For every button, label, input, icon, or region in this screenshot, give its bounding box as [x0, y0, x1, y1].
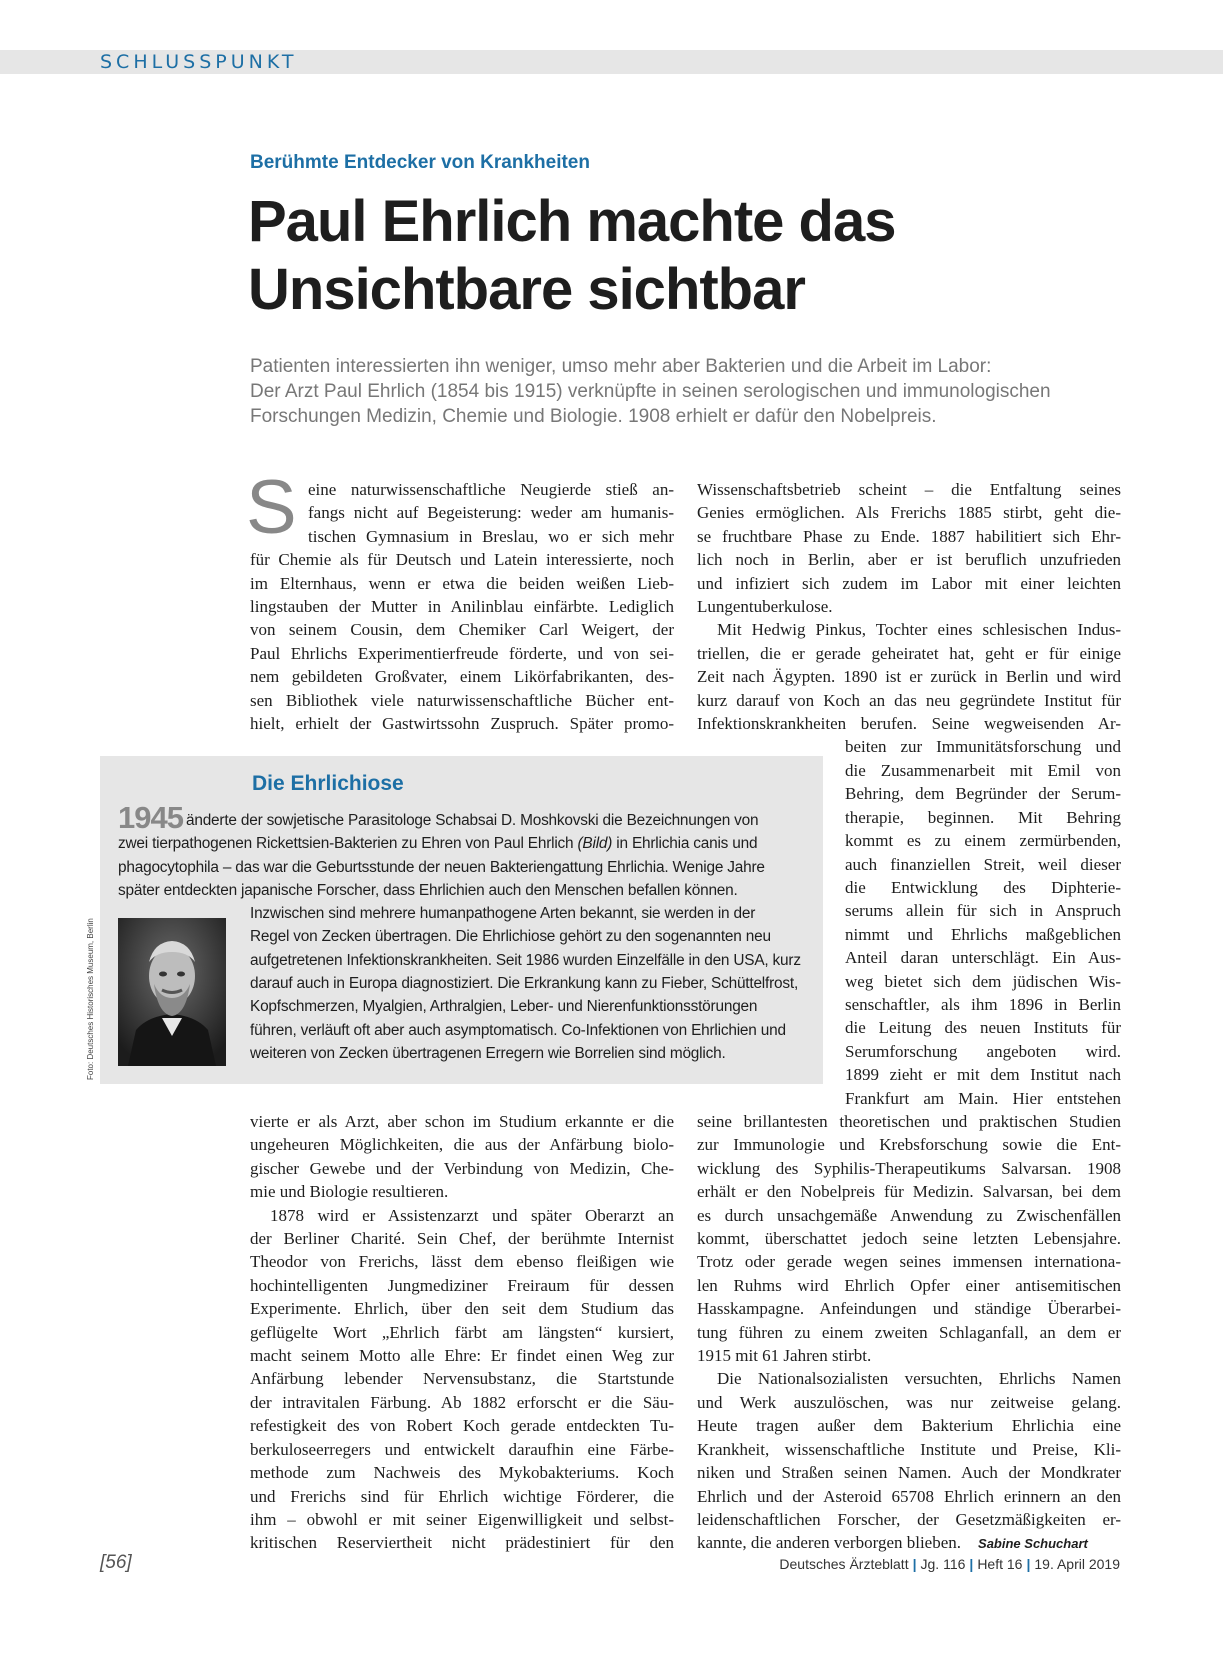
paul-ehrlich-portrait — [118, 918, 226, 1066]
text-line: therapie, beginnen. Mit Behring — [845, 807, 1121, 827]
text-line: der intravitalen Färbung. Ab 1882 erforscht er die Säu- — [250, 1392, 674, 1412]
text-line: Ehrlich und der Asteroid 65708 Ehrlich erinnern an den — [697, 1486, 1121, 1506]
text-line: berkuloseerregers und entwickelt daraufhin eine Färbe- — [250, 1439, 674, 1459]
text-line: Infektionskrankheiten berufen. Seine wegweisenden Ar- — [697, 714, 1121, 734]
box-bild-reference: (Bild) — [577, 835, 613, 853]
section-label: SCHLUSSPUNKT — [100, 51, 298, 73]
text-line: kurz darauf von Koch an das neu gegründete Institut für — [697, 690, 1121, 710]
text-line: auch finanziellen Streit, weil dieser — [845, 854, 1121, 874]
text-line: für Chemie als für Deutsch und Latein interessierte, noch — [250, 550, 674, 570]
text-line: die Zusammenarbeit mit Emil von — [845, 760, 1121, 780]
text-line: zur Immunologie und Krebsforschung sowie die Ent- — [697, 1135, 1121, 1155]
box-text-run: in Ehrlichia canis und — [612, 835, 758, 853]
info-box-title: Die Ehrlichiose — [252, 772, 404, 795]
box-line: phagocytophila – das war die Geburtsstunde der neuen Bakteriengattung Ehrlichia. Wenige Jahre — [118, 858, 765, 876]
footer-separator: | — [912, 1556, 917, 1572]
text-line: sen Bibliothek viele naturwissenschaftliche Bücher ent- — [250, 690, 674, 710]
text-line: und infiziert sich zudem im Labor mit einer leichten — [697, 573, 1121, 593]
text-line: serums allein für sich in Anspruch — [845, 901, 1121, 921]
text-line: Die Nationalsozialisten versuchten, Ehrlichs Namen — [717, 1369, 1121, 1389]
box-year: 1945 — [118, 800, 183, 835]
box-line: führen, verläuft oft aber auch asymptomatisch. Co-Infektionen von Ehrlichien und — [250, 1021, 786, 1039]
journal-volume: Jg. 116 — [920, 1556, 966, 1572]
text-line: von seinem Cousin, dem Chemiker Carl Weigert, der — [250, 620, 674, 640]
text-line: Zeit nach Ägypten. 1890 ist er zurück in Berlin und wird — [697, 667, 1121, 687]
text-line: geflügelte Wort „Ehrlich färbt am längsten“ kursiert, — [250, 1322, 674, 1342]
text-line: len Ruhms wird Ehrlich Opfer einer antisemitischen — [697, 1275, 1121, 1295]
box-line — [118, 800, 806, 835]
text-line: macht seinem Motto alle Ehre: Er findet einen Weg zur — [250, 1346, 674, 1366]
text-line: Hasskampagne. Anfeindungen und ständige Überarbei- — [697, 1299, 1121, 1319]
box-line: später entdeckten japanische Forscher, dass Ehrlichien auch den Menschen befallen können. — [118, 881, 738, 899]
text-line: mie und Biologie resultieren. — [250, 1182, 449, 1202]
text-line: Mit Hedwig Pinkus, Tochter eines schlesischen Indus- — [717, 620, 1121, 640]
text-line: Anteil daran unterschlägt. Ein Aus- — [845, 948, 1121, 968]
text-line: beiten zur Immunitätsforschung und — [845, 737, 1121, 757]
article-lead — [250, 354, 1051, 429]
text-line: tischen Gymnasium in Breslau, wo er sich mehr — [308, 526, 674, 546]
text-line: eine naturwissenschaftliche Neugierde stieß an- — [308, 480, 674, 499]
lead-line: Patienten interessierten ihn weniger, umso mehr aber Bakterien und die Arbeit im Labor: — [250, 356, 992, 377]
text-line: Trotz oder gerade wegen seines immensen internationa- — [697, 1252, 1121, 1272]
box-line: Kopfschmerzen, Myalgien, Arthralgien, Leber- und Nierenfunktionsstörungen — [250, 998, 758, 1016]
journal-date: 19. April 2019 — [1034, 1556, 1120, 1572]
footer-separator: | — [969, 1556, 974, 1572]
page-number: [56] — [100, 1552, 132, 1573]
text-line: Genies ermöglichen. Als Frerichs 1885 stirbt, geht die- — [697, 503, 1121, 523]
text-line: hochintelligenten Jungmediziner Freiraum für dessen — [250, 1275, 674, 1295]
text-line: lingstauben der Mutter in Anilinblau einfärbte. Lediglich — [250, 597, 674, 617]
text-line: der Berliner Charité. Sein Chef, der berühmte Internist — [250, 1229, 674, 1249]
journal-issue: Heft 16 — [977, 1556, 1023, 1572]
text-line: leidenschaftlichen Forscher, der Gesetzmäßigkeiten er- — [697, 1509, 1121, 1529]
text-line — [697, 1531, 1121, 1555]
text-line: methode zum Nachweis des Mykobakteriums. Koch — [250, 1463, 674, 1483]
journal-name: Deutsches Ärzteblatt — [779, 1556, 909, 1572]
text-line: und Werk auszulöschen, was nur zeitweise gelang. — [697, 1392, 1121, 1412]
text-line: kommt, überschattet jedoch seine letzten Lebensjahre. — [697, 1229, 1121, 1249]
text-line: Lungentuberkulose. — [697, 597, 833, 617]
author-byline: Sabine Schuchart — [978, 1536, 1088, 1552]
text-line: hielt, erhielt der Gastwirtssohn Zuspruch. Später promo- — [250, 714, 674, 734]
box-line: Inzwischen sind mehrere humanpathogene Arten bekannt, sie werden in der — [250, 905, 756, 923]
text-line: die Entwicklung des Diphterie- — [845, 877, 1121, 897]
box-text-run: änderte der sowjetische Parasitologe Schabsai D. Moshkovski die Bezeichnungen von — [185, 812, 759, 829]
column-2-bottom — [697, 1110, 1121, 1556]
text-line: wicklung des Syphilis-Therapeutikums Salvarsan. 1908 — [697, 1158, 1121, 1178]
text-line: Heute tragen außer dem Bakterium Ehrlichia eine — [697, 1416, 1121, 1436]
article-headline — [248, 188, 1148, 324]
text-run: kannte, die anderen verborgen blieben. — [697, 1533, 962, 1553]
box-line — [118, 832, 806, 855]
text-line: triellen, die er gerade geheiratet hat, geht er für einige — [697, 643, 1121, 663]
photo-credit: Foto: Deutsches Historisches Museum, Berlin — [86, 918, 95, 1080]
text-line: ungeheuren Möglichkeiten, die aus der Anfärbung biolo- — [250, 1135, 674, 1155]
text-line: im Elternhaus, wenn er etwa die beiden weißen Lieb- — [250, 573, 674, 593]
text-line: Theodor von Frerichs, lässt dem ebenso fleißigen wie — [250, 1252, 674, 1272]
text-line: vierte er als Arzt, aber schon im Studium erkannte er die — [250, 1112, 674, 1131]
text-line: Experimente. Ehrlich, über den seit dem Studium das — [250, 1299, 674, 1319]
column-1-top — [250, 478, 674, 735]
text-line: se fruchtbare Phase zu Ende. 1887 habilitiert sich Ehr- — [697, 526, 1121, 546]
text-line: 1899 zieht er mit dem Institut nach — [845, 1065, 1121, 1085]
text-line: senschaftler, als ihm 1896 in Berlin — [845, 994, 1121, 1014]
text-line: Serumforschung angeboten wird. — [845, 1041, 1121, 1061]
text-line: nimmt und Ehrlichs maßgeblichen — [845, 924, 1121, 944]
text-line: Wissenschaftsbetrieb scheint – die Entfaltung seines — [697, 480, 1121, 499]
text-line: weg bietet sich dem jüdischen Wis- — [845, 971, 1121, 991]
page-footer — [779, 1556, 1120, 1572]
headline-line: Unsichtbare sichtbar — [248, 257, 805, 322]
text-line: gischer Gewebe und der Verbindung von Medizin, Che- — [250, 1158, 674, 1178]
portrait-image — [118, 918, 226, 1066]
text-line: refestigkeit des von Robert Koch gerade entdeckten Tu- — [250, 1416, 674, 1436]
footer-separator: | — [1026, 1556, 1031, 1572]
text-line: Anfärbung lebender Nervensubstanz, die Startstunde — [250, 1369, 674, 1389]
lead-line: Forschungen Medizin, Chemie und Biologie. 1908 erhielt er dafür den Nobelpreis. — [250, 406, 937, 427]
text-line: nem gebildeten Großvater, einem Likörfabrikanten, des- — [250, 667, 674, 687]
text-line: Paul Ehrlichs Experimentierfreude förderte, und von sei- — [250, 643, 674, 663]
text-line: Behring, dem Begründer der Serum- — [845, 784, 1121, 804]
text-line: ihm – obwohl er mit seiner Eigenwilligkeit und selbst- — [250, 1509, 674, 1529]
lead-line: Der Arzt Paul Ehrlich (1854 bis 1915) verknüpfte in seinen serologischen und immunologischen — [250, 381, 1051, 402]
text-line: tung führen zu einem zweiten Schlaganfall, an dem er — [697, 1322, 1121, 1342]
text-line: 1915 mit 61 Jahren stirbt. — [697, 1346, 872, 1366]
drop-cap: S — [246, 465, 297, 550]
text-line: 1878 wird er Assistenzarzt und später Oberarzt an — [270, 1205, 674, 1225]
text-line: kritischen Reserviertheit nicht prädestiniert für den — [250, 1533, 674, 1553]
text-line: Krankheit, wissenschaftliche Institute und Preise, Kli- — [697, 1439, 1121, 1459]
text-line: seine brillantesten theoretischen und praktischen Studien — [697, 1112, 1121, 1131]
text-line: fangs nicht auf Begeisterung: weder am humanis- — [308, 503, 674, 523]
column-1-bottom — [250, 1110, 674, 1555]
box-line: Regel von Zecken übertragen. Die Ehrlichiose gehört zu den sogenannten neu — [250, 928, 771, 946]
box-line: aufgetretenen Infektionskrankheiten. Seit 1986 wurden Einzelfälle in den USA, kurz — [250, 951, 801, 969]
box-line: darauf auch in Europa diagnostiziert. Die Erkrankung kann zu Fieber, Schüttelfrost, — [250, 975, 799, 993]
text-line: kommt es zu einem zermürbenden, — [845, 831, 1121, 851]
text-line: niken und Straßen seinen Namen. Auch der Mondkrater — [697, 1463, 1121, 1483]
text-line: erhält er den Nobelpreis für Medizin. Salvarsan, bei dem — [697, 1182, 1121, 1202]
box-text-run: zwei tierpathogenen Rickettsien-Bakterien zu Ehren von Paul Ehrlich — [118, 835, 578, 853]
text-line: und Frerichs sind für Ehrlich wichtige Förderer, die — [250, 1486, 674, 1506]
text-line: Frankfurt am Main. Hier entstehen — [845, 1088, 1121, 1108]
headline-line: Paul Ehrlich machte das — [248, 189, 896, 254]
article-kicker: Berühmte Entdecker von Krankheiten — [250, 152, 590, 173]
text-line: lich noch in Berlin, aber er ist beruflich unzufrieden — [697, 550, 1121, 570]
box-line: weiteren von Zecken übertragenen Erregern wie Borrelien sind möglich. — [250, 1044, 726, 1062]
text-line: die Leitung des neuen Instituts für — [845, 1018, 1121, 1038]
text-line: es durch unsachgemäße Anwendung zu Zwischenfällen — [697, 1205, 1121, 1225]
